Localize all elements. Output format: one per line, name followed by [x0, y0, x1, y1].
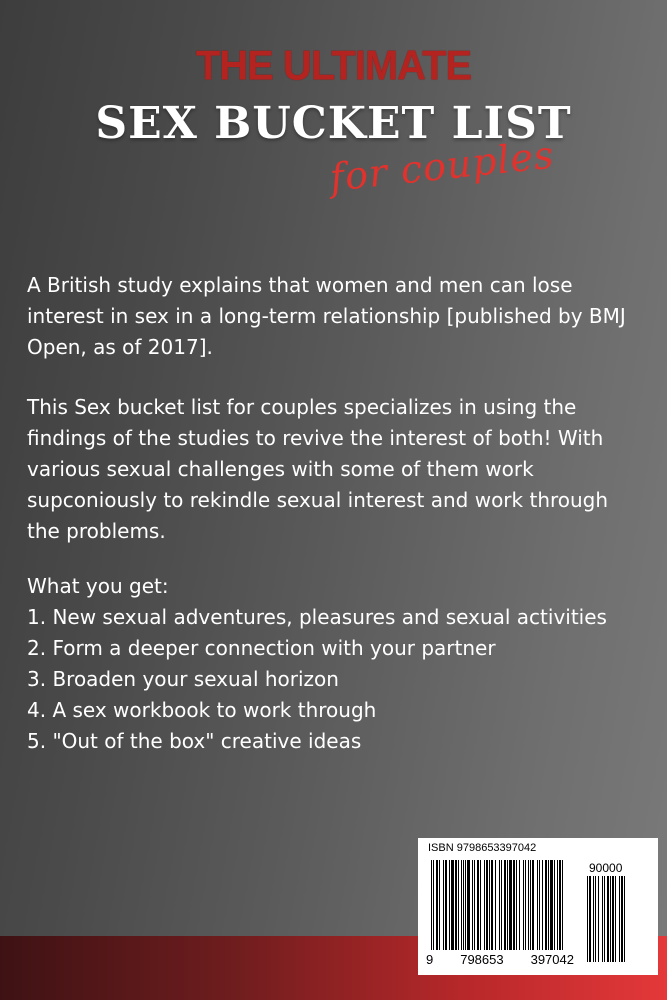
- title-main: SEX BUCKET LIST: [95, 98, 572, 149]
- benefits-list: [27, 602, 607, 757]
- barcode-bars: [431, 860, 571, 950]
- list-heading: What you get:: [27, 574, 169, 598]
- barcode-digits-group-1: 798653: [460, 952, 504, 967]
- list-item: 1. New sexual adventures, pleasures and sexual activities: [27, 605, 607, 629]
- description-paragraph-2: This Sex bucket list for couples specializes in using the findings of the studies to revive the interest of both! With various sexual challenges with some of them work supconiously to rekindle sexual interest and work through the problems.: [27, 395, 609, 543]
- isbn-label: ISBN 9798653397042: [428, 842, 537, 854]
- list-item: 5. "Out of the box" creative ideas: [27, 729, 362, 753]
- price-code: 90000: [589, 861, 623, 875]
- list-item: 2. Form a deeper connection with your partner: [27, 636, 496, 660]
- list-item: 3. Broaden your sexual horizon: [27, 667, 339, 691]
- barcode-digits-group-2: 397042: [530, 952, 574, 967]
- list-item: 4. A sex workbook to work through: [27, 698, 377, 722]
- description-paragraph-1: A British study explains that women and men can lose interest in sex in a long-term relationship [published by BMJ Open, as of 2017].: [27, 273, 626, 359]
- title-subtitle: for couples: [327, 132, 557, 200]
- barcode-digit-first: 9: [426, 952, 434, 967]
- barcode-addon-bars: [587, 876, 642, 962]
- barcode-box: [418, 838, 658, 975]
- barcode-digits: [426, 952, 574, 967]
- title-the-ultimate: THE ULTIMATE: [195, 42, 472, 90]
